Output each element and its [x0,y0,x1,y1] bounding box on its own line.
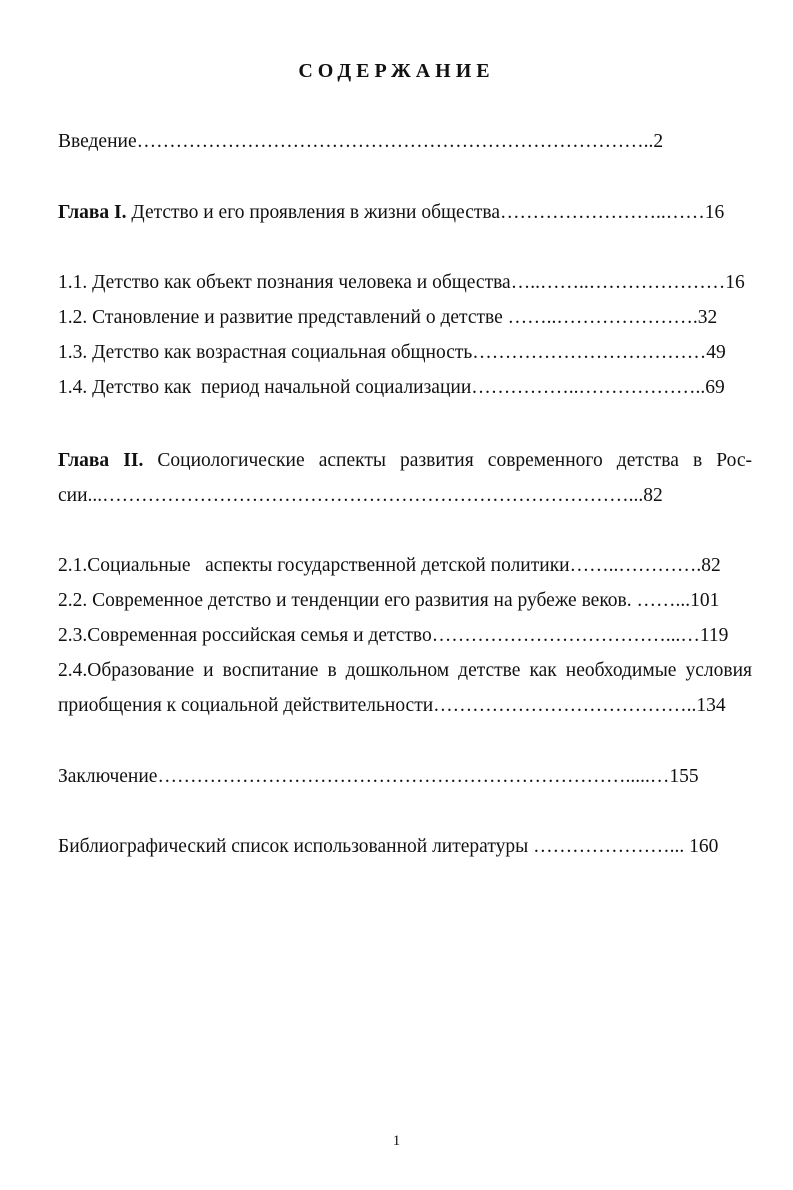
toc-entry-conclusion: Заключение……………………………………………………………….....…155 [58,766,699,787]
toc-entry-1-1: 1.1. Детство как объект познания человека и общества…..……..…………………16 [58,272,745,293]
toc-entry-2-1: 2.1.Социальные аспекты государственной детской политики……..………….82 [58,555,721,576]
toc-entry-chapter-2-line-2: сии...………………………………………………………………………...82 [58,485,663,506]
page-title: СОДЕРЖАНИЕ [298,60,495,82]
toc-entry-1-2: 1.2. Становление и развитие представлений о детстве ……..………………….32 [58,307,718,328]
toc-entry-chapter-1 [58,201,724,225]
toc-entry-bibliography: Библиографический список использованной литературы …………………... 160 [58,836,719,857]
chapter-1-prefix: Глава I. [58,202,127,223]
toc-entry-2-3: 2.3.Современная российская семья и детство………………………………...…119 [58,625,729,646]
toc-entry-2-4-line-1: 2.4.Образование и воспитание в дошкольном детстве как необходимые условия [58,660,752,681]
chapter-2-prefix: Глава II. [58,450,144,471]
toc-entry-2-2: 2.2. Современное детство и тенденции его развития на рубеже веков. ……...101 [58,590,720,611]
toc-entry-2-4-line-2: приобщения к социальной действительности…………………………………..134 [58,695,726,716]
toc-entry-chapter-2-line-1 [58,449,752,473]
chapter-1-title: Детство и его проявления в жизни общества……………………..……16 [126,202,725,223]
toc-entry-1-3: 1.3. Детство как возрастная социальная общность………………………………49 [58,342,726,363]
toc-entry-introduction: Введение……………………………………………………………………..2 [58,131,664,152]
page-number: 1 [392,1133,401,1149]
toc-entry-1-4: 1.4. Детство как период начальной социализации……………..………………..69 [58,377,725,398]
chapter-2-title: Социологические аспекты развития современного детства в Рос- [157,450,753,471]
